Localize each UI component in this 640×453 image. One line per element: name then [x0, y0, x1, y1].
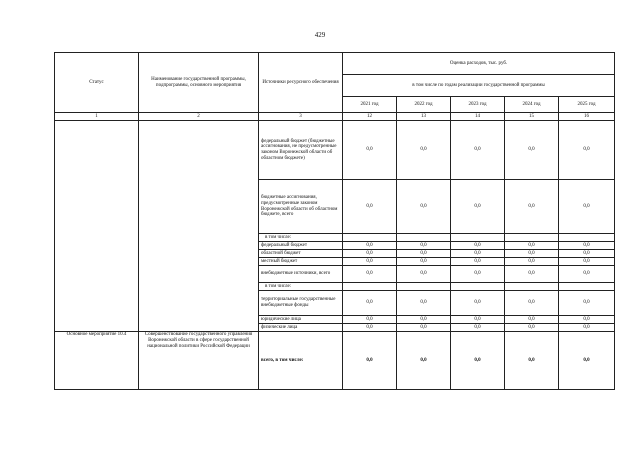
value-cell: 0,0: [397, 242, 451, 250]
value-cell: 0,0: [559, 291, 615, 316]
value-cell: [343, 234, 397, 242]
value-cell: 0,0: [397, 121, 451, 180]
value-cell: 0,0: [451, 250, 505, 258]
value-cell: [397, 234, 451, 242]
value-cell: 0,0: [559, 316, 615, 324]
value-cell: 0,0: [505, 324, 559, 332]
value-cell: 0,0: [505, 180, 559, 234]
source-label: бюджетные ассигнования, предусмотренные законом Воронежской области об областном бюджете, всего: [259, 180, 343, 234]
value-cell: 0,0: [397, 324, 451, 332]
header-year: 2025 год: [559, 97, 615, 113]
total-value: 0,0: [397, 332, 451, 390]
value-cell: [505, 234, 559, 242]
header-estimate: Оценка расходов, тыс. руб.: [343, 53, 615, 75]
column-number: 15: [505, 113, 559, 121]
value-cell: 0,0: [505, 258, 559, 266]
value-cell: 0,0: [397, 180, 451, 234]
value-cell: 0,0: [397, 258, 451, 266]
value-cell: 0,0: [343, 180, 397, 234]
column-number: 1: [55, 113, 139, 121]
value-cell: [397, 283, 451, 291]
status-cell-empty: [55, 121, 139, 332]
total-label: всего, в том числе:: [259, 332, 343, 390]
value-cell: 0,0: [505, 316, 559, 324]
total-value: 0,0: [505, 332, 559, 390]
source-label: федеральный бюджет (бюджетные ассигнования, не предусмотренные законом Воронежской области об областном бюджете): [259, 121, 343, 180]
value-cell: 0,0: [505, 121, 559, 180]
value-cell: 0,0: [397, 316, 451, 324]
value-cell: 0,0: [505, 266, 559, 283]
source-label: физические лица: [259, 324, 343, 332]
total-value: 0,0: [343, 332, 397, 390]
source-label: в том числе:: [259, 283, 343, 291]
header-sub: в том числе по годам реализации государственной программы: [343, 75, 615, 97]
value-cell: 0,0: [397, 291, 451, 316]
value-cell: 0,0: [505, 291, 559, 316]
value-cell: 0,0: [451, 291, 505, 316]
source-label: юридические лица: [259, 316, 343, 324]
column-number: 12: [343, 113, 397, 121]
value-cell: [559, 234, 615, 242]
header-year: 2021 год: [343, 97, 397, 113]
value-cell: 0,0: [343, 242, 397, 250]
column-number: 14: [451, 113, 505, 121]
page-number: 429: [314, 31, 326, 39]
value-cell: 0,0: [451, 180, 505, 234]
measure-name: Совершенствование государственного управления Воронежской области в сфере государственной национальной политики Российской Федерации: [139, 332, 259, 390]
value-cell: 0,0: [451, 324, 505, 332]
source-label: внебюджетные источники, всего: [259, 266, 343, 283]
value-cell: [559, 283, 615, 291]
value-cell: 0,0: [451, 121, 505, 180]
name-cell-empty: [139, 121, 259, 332]
expenditure-table: [54, 52, 615, 390]
value-cell: 0,0: [397, 250, 451, 258]
value-cell: 0,0: [451, 266, 505, 283]
value-cell: 0,0: [559, 242, 615, 250]
header-year: 2023 год: [451, 97, 505, 113]
source-label: областной бюджет: [259, 250, 343, 258]
total-value: 0,0: [451, 332, 505, 390]
source-label: в том числе:: [259, 234, 343, 242]
header-year: 2024 год: [505, 97, 559, 113]
value-cell: [451, 234, 505, 242]
value-cell: 0,0: [559, 266, 615, 283]
value-cell: 0,0: [559, 180, 615, 234]
source-label: федеральный бюджет: [259, 242, 343, 250]
source-label: территориальные государственные внебюджетные фонды: [259, 291, 343, 316]
header-year: 2022 год: [397, 97, 451, 113]
value-cell: 0,0: [343, 316, 397, 324]
source-label: местный бюджет: [259, 258, 343, 266]
column-number: 16: [559, 113, 615, 121]
value-cell: 0,0: [451, 258, 505, 266]
column-number: 13: [397, 113, 451, 121]
header-status: Статус: [55, 53, 139, 113]
measure-status: Основное мероприятие 10.4: [55, 332, 139, 390]
header-source: Источники ресурсного обеспечения: [259, 53, 343, 113]
total-value: 0,0: [559, 332, 615, 390]
value-cell: 0,0: [559, 324, 615, 332]
value-cell: [451, 283, 505, 291]
value-cell: 0,0: [343, 266, 397, 283]
value-cell: 0,0: [505, 250, 559, 258]
value-cell: 0,0: [451, 316, 505, 324]
value-cell: 0,0: [343, 291, 397, 316]
value-cell: 0,0: [343, 121, 397, 180]
value-cell: 0,0: [343, 324, 397, 332]
header-name: Наименование государственной программы, подпрограммы, основного мероприятия: [139, 53, 259, 113]
value-cell: [343, 283, 397, 291]
value-cell: 0,0: [559, 258, 615, 266]
value-cell: [505, 283, 559, 291]
value-cell: 0,0: [397, 266, 451, 283]
column-number: 2: [139, 113, 259, 121]
value-cell: 0,0: [343, 258, 397, 266]
value-cell: 0,0: [343, 250, 397, 258]
value-cell: 0,0: [451, 242, 505, 250]
value-cell: 0,0: [505, 242, 559, 250]
value-cell: 0,0: [559, 121, 615, 180]
column-number: 3: [259, 113, 343, 121]
value-cell: 0,0: [559, 250, 615, 258]
